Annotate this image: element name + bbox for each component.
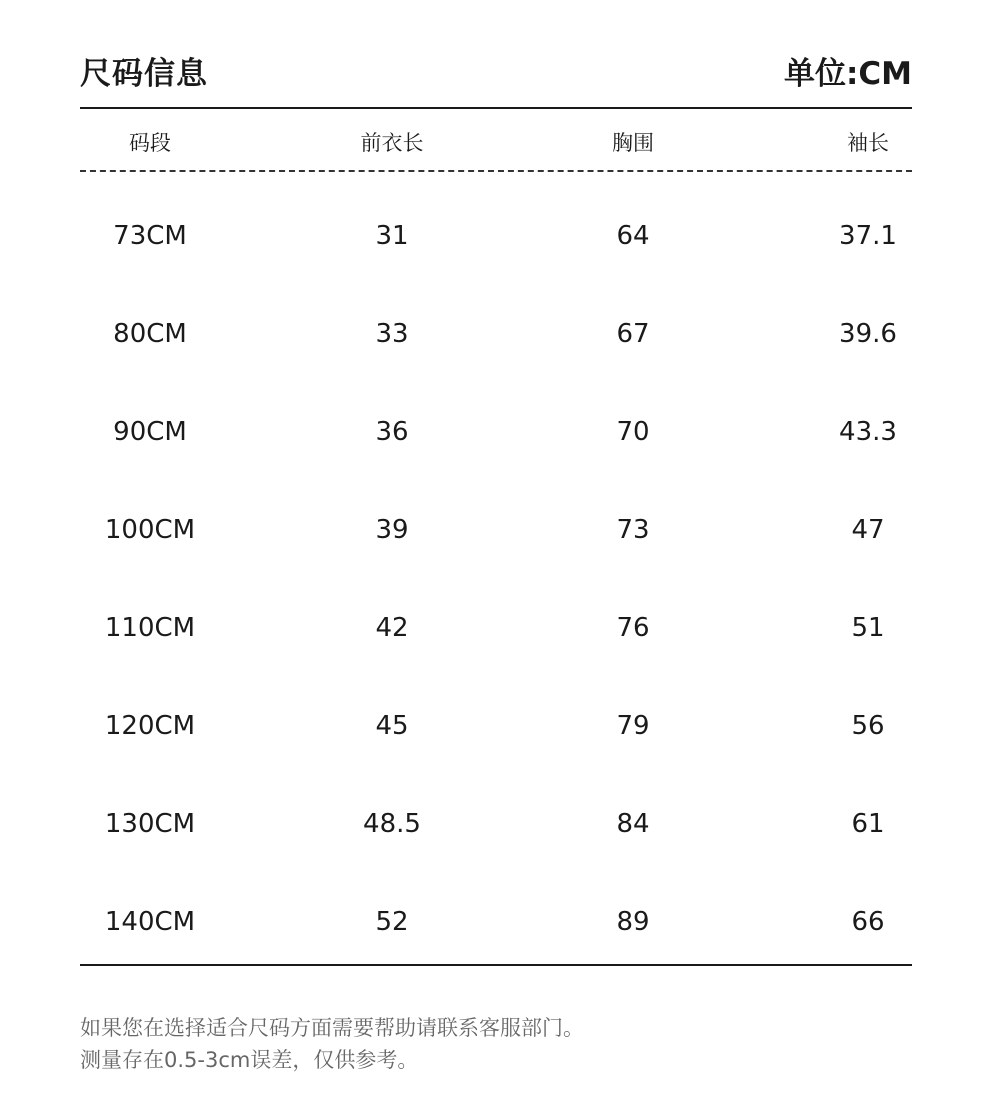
cell-chest: 79 (616, 711, 650, 741)
cell-size-range: 80CM (113, 319, 187, 349)
cell-size-range: 110CM (104, 613, 196, 643)
measurement-note: 测量存在0.5-3cm误差，仅供参考。 (80, 1048, 419, 1072)
cell-chest: 70 (616, 417, 650, 447)
cell-front-length: 31 (375, 221, 409, 251)
cell-size-range: 120CM (104, 711, 196, 741)
cell-sleeve-length: 39.6 (839, 319, 897, 349)
header-divider (80, 170, 912, 172)
cell-chest: 64 (616, 221, 650, 251)
cell-chest: 67 (616, 319, 650, 349)
cell-sleeve-length: 37.1 (839, 221, 897, 251)
bottom-divider (80, 964, 912, 966)
cell-front-length: 36 (375, 417, 409, 447)
cell-sleeve-length: 51 (851, 613, 885, 643)
cell-size-range: 73CM (113, 221, 187, 251)
page-title: 尺码信息 (80, 56, 208, 92)
cell-chest: 73 (616, 515, 650, 545)
cell-chest: 76 (616, 613, 650, 643)
cell-sleeve-length: 56 (851, 711, 885, 741)
help-note: 如果您在选择适合尺码方面需要帮助请联系客服部门。 (80, 1016, 584, 1040)
cell-front-length: 42 (375, 613, 409, 643)
cell-size-range: 140CM (104, 907, 196, 937)
header-chest: 胸围 (612, 131, 654, 155)
cell-size-range: 100CM (104, 515, 196, 545)
cell-chest: 84 (616, 809, 650, 839)
cell-front-length: 39 (375, 515, 409, 545)
cell-front-length: 52 (375, 907, 409, 937)
cell-sleeve-length: 61 (851, 809, 885, 839)
top-divider (80, 107, 912, 109)
cell-front-length: 45 (375, 711, 409, 741)
cell-sleeve-length: 43.3 (839, 417, 897, 447)
header-sleeve-length: 袖长 (847, 131, 889, 155)
header-front-length: 前衣长 (360, 131, 424, 155)
cell-size-range: 90CM (113, 417, 187, 447)
header-size-range: 码段 (129, 131, 171, 155)
cell-size-range: 130CM (104, 809, 196, 839)
cell-chest: 89 (616, 907, 650, 937)
cell-sleeve-length: 66 (851, 907, 885, 937)
cell-front-length: 48.5 (363, 809, 421, 839)
cell-sleeve-length: 47 (851, 515, 885, 545)
unit-label: 单位:CM (784, 56, 912, 92)
cell-front-length: 33 (375, 319, 409, 349)
